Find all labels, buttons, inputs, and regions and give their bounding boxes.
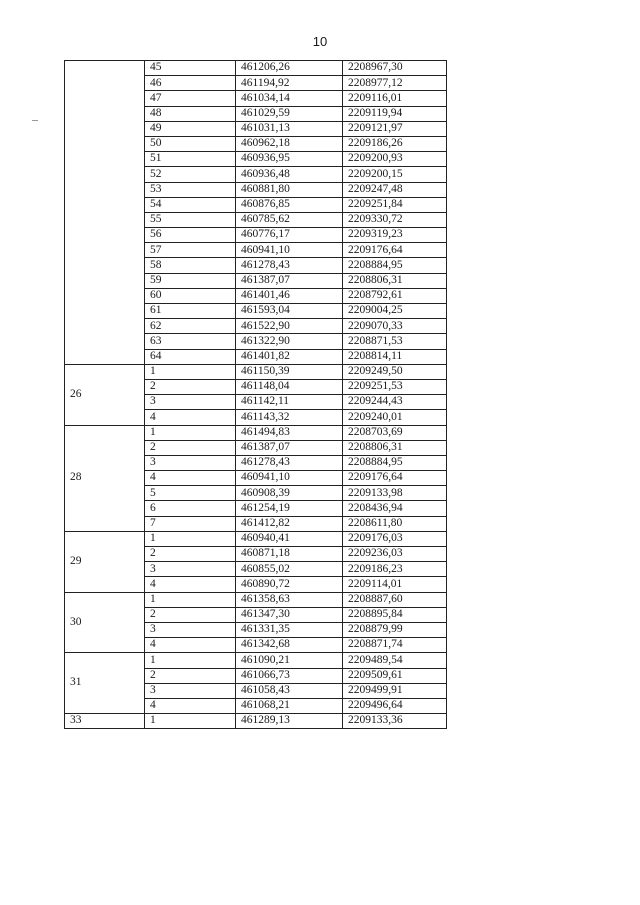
point-number-cell: 47 (145, 91, 236, 106)
x-coordinate-cell: 461347,30 (236, 607, 343, 622)
y-coordinate-cell: 2209244,43 (343, 395, 447, 410)
x-coordinate-cell: 461401,46 (236, 288, 343, 303)
x-coordinate-cell: 461029,59 (236, 106, 343, 121)
coordinates-table (64, 60, 447, 729)
y-coordinate-cell: 2208977,12 (343, 76, 447, 91)
y-coordinate-cell: 2208884,95 (343, 455, 447, 470)
point-number-cell: 4 (145, 410, 236, 425)
point-number-cell: 52 (145, 167, 236, 182)
y-coordinate-cell: 2209236,03 (343, 547, 447, 562)
point-number-cell: 48 (145, 106, 236, 121)
x-coordinate-cell: 461401,82 (236, 349, 343, 364)
point-number-cell: 56 (145, 228, 236, 243)
y-coordinate-cell: 2209200,93 (343, 152, 447, 167)
x-coordinate-cell: 461342,68 (236, 638, 343, 653)
x-coordinate-cell: 461148,04 (236, 379, 343, 394)
y-coordinate-cell: 2209489,54 (343, 653, 447, 668)
y-coordinate-cell: 2209509,61 (343, 668, 447, 683)
plot-number-cell: 30 (65, 592, 145, 653)
x-coordinate-cell: 461412,82 (236, 516, 343, 531)
x-coordinate-cell: 461278,43 (236, 258, 343, 273)
point-number-cell: 1 (145, 653, 236, 668)
point-number-cell: 55 (145, 212, 236, 227)
point-number-cell: 54 (145, 197, 236, 212)
point-number-cell: 1 (145, 531, 236, 546)
y-coordinate-cell: 2209319,23 (343, 228, 447, 243)
y-coordinate-cell: 2209133,98 (343, 486, 447, 501)
y-coordinate-cell: 2209247,48 (343, 182, 447, 197)
point-number-cell: 49 (145, 121, 236, 136)
x-coordinate-cell: 460936,95 (236, 152, 343, 167)
point-number-cell: 6 (145, 501, 236, 516)
y-coordinate-cell: 2208967,30 (343, 61, 447, 76)
x-coordinate-cell: 460785,62 (236, 212, 343, 227)
y-coordinate-cell: 2209133,36 (343, 714, 447, 729)
x-coordinate-cell: 461031,13 (236, 121, 343, 136)
point-number-cell: 50 (145, 136, 236, 151)
y-coordinate-cell: 2209330,72 (343, 212, 447, 227)
y-coordinate-cell: 2209200,15 (343, 167, 447, 182)
point-number-cell: 1 (145, 714, 236, 729)
y-coordinate-cell: 2209116,01 (343, 91, 447, 106)
point-number-cell: 3 (145, 395, 236, 410)
x-coordinate-cell: 461593,04 (236, 304, 343, 319)
x-coordinate-cell: 461254,19 (236, 501, 343, 516)
point-number-cell: 4 (145, 698, 236, 713)
point-number-cell: 1 (145, 425, 236, 440)
point-number-cell: 2 (145, 668, 236, 683)
point-number-cell: 63 (145, 334, 236, 349)
x-coordinate-cell: 461150,39 (236, 364, 343, 379)
point-number-cell: 4 (145, 638, 236, 653)
page-number: 10 (312, 34, 328, 49)
x-coordinate-cell: 460890,72 (236, 577, 343, 592)
point-number-cell: 62 (145, 319, 236, 334)
x-coordinate-cell: 461034,14 (236, 91, 343, 106)
point-number-cell: 59 (145, 273, 236, 288)
x-coordinate-cell: 461387,07 (236, 440, 343, 455)
point-number-cell: 1 (145, 364, 236, 379)
x-coordinate-cell: 460962,18 (236, 136, 343, 151)
plot-number-cell: 29 (65, 531, 145, 592)
x-coordinate-cell: 460940,41 (236, 531, 343, 546)
y-coordinate-cell: 2208879,99 (343, 622, 447, 637)
point-number-cell: 7 (145, 516, 236, 531)
table-row (65, 592, 447, 607)
y-coordinate-cell: 2208436,94 (343, 501, 447, 516)
y-coordinate-cell: 2209119,94 (343, 106, 447, 121)
y-coordinate-cell: 2209496,64 (343, 698, 447, 713)
y-coordinate-cell: 2209499,91 (343, 683, 447, 698)
y-coordinate-cell: 2209070,33 (343, 319, 447, 334)
x-coordinate-cell: 461142,11 (236, 395, 343, 410)
x-coordinate-cell: 461289,13 (236, 714, 343, 729)
y-coordinate-cell: 2208814,11 (343, 349, 447, 364)
y-coordinate-cell: 2208611,80 (343, 516, 447, 531)
x-coordinate-cell: 460876,85 (236, 197, 343, 212)
point-number-cell: 61 (145, 304, 236, 319)
plot-number-cell (65, 61, 145, 365)
point-number-cell: 2 (145, 379, 236, 394)
point-number-cell: 4 (145, 471, 236, 486)
y-coordinate-cell: 2208884,95 (343, 258, 447, 273)
point-number-cell: 5 (145, 486, 236, 501)
table-row (65, 364, 447, 379)
y-coordinate-cell: 2208895,84 (343, 607, 447, 622)
plot-number-cell: 28 (65, 425, 145, 531)
point-number-cell: 4 (145, 577, 236, 592)
y-coordinate-cell: 2209121,97 (343, 121, 447, 136)
x-coordinate-cell: 461068,21 (236, 698, 343, 713)
x-coordinate-cell: 460936,48 (236, 167, 343, 182)
x-coordinate-cell: 461322,90 (236, 334, 343, 349)
x-coordinate-cell: 460908,39 (236, 486, 343, 501)
y-coordinate-cell: 2208806,31 (343, 273, 447, 288)
y-coordinate-cell: 2208703,69 (343, 425, 447, 440)
y-coordinate-cell: 2208871,53 (343, 334, 447, 349)
x-coordinate-cell: 461387,07 (236, 273, 343, 288)
point-number-cell: 2 (145, 607, 236, 622)
y-coordinate-cell: 2209176,64 (343, 471, 447, 486)
y-coordinate-cell: 2209240,01 (343, 410, 447, 425)
y-coordinate-cell: 2209176,03 (343, 531, 447, 546)
x-coordinate-cell: 461358,63 (236, 592, 343, 607)
y-coordinate-cell: 2209186,23 (343, 562, 447, 577)
point-number-cell: 45 (145, 61, 236, 76)
x-coordinate-cell: 460941,10 (236, 471, 343, 486)
y-coordinate-cell: 2209004,25 (343, 304, 447, 319)
x-coordinate-cell: 461206,26 (236, 61, 343, 76)
y-coordinate-cell: 2209251,53 (343, 379, 447, 394)
y-coordinate-cell: 2208871,74 (343, 638, 447, 653)
x-coordinate-cell: 461090,21 (236, 653, 343, 668)
plot-number-cell: 26 (65, 364, 145, 425)
table-row (65, 531, 447, 546)
x-coordinate-cell: 461494,83 (236, 425, 343, 440)
table-row (65, 425, 447, 440)
x-coordinate-cell: 461522,90 (236, 319, 343, 334)
y-coordinate-cell: 2208806,31 (343, 440, 447, 455)
point-number-cell: 2 (145, 547, 236, 562)
point-number-cell: 3 (145, 622, 236, 637)
y-coordinate-cell: 2209251,84 (343, 197, 447, 212)
point-number-cell: 46 (145, 76, 236, 91)
y-coordinate-cell: 2209114,01 (343, 577, 447, 592)
point-number-cell: 2 (145, 440, 236, 455)
y-coordinate-cell: 2209176,64 (343, 243, 447, 258)
x-coordinate-cell: 461143,32 (236, 410, 343, 425)
table-row (65, 653, 447, 668)
point-number-cell: 64 (145, 349, 236, 364)
y-coordinate-cell: 2209186,26 (343, 136, 447, 151)
plot-number-cell: 31 (65, 653, 145, 714)
x-coordinate-cell: 461066,73 (236, 668, 343, 683)
coordinates-table-body (65, 61, 447, 729)
x-coordinate-cell: 461278,43 (236, 455, 343, 470)
x-coordinate-cell: 460871,18 (236, 547, 343, 562)
x-coordinate-cell: 460941,10 (236, 243, 343, 258)
y-coordinate-cell: 2208887,60 (343, 592, 447, 607)
point-number-cell: 3 (145, 562, 236, 577)
point-number-cell: 3 (145, 455, 236, 470)
point-number-cell: 57 (145, 243, 236, 258)
table-row (65, 714, 447, 729)
table-row (65, 61, 447, 76)
point-number-cell: 60 (145, 288, 236, 303)
scan-mark (32, 120, 38, 121)
x-coordinate-cell: 461194,92 (236, 76, 343, 91)
x-coordinate-cell: 461058,43 (236, 683, 343, 698)
point-number-cell: 1 (145, 592, 236, 607)
x-coordinate-cell: 460855,02 (236, 562, 343, 577)
plot-number-cell: 33 (65, 714, 145, 729)
x-coordinate-cell: 461331,35 (236, 622, 343, 637)
point-number-cell: 3 (145, 683, 236, 698)
y-coordinate-cell: 2208792,61 (343, 288, 447, 303)
point-number-cell: 53 (145, 182, 236, 197)
point-number-cell: 58 (145, 258, 236, 273)
point-number-cell: 51 (145, 152, 236, 167)
x-coordinate-cell: 460881,80 (236, 182, 343, 197)
y-coordinate-cell: 2209249,50 (343, 364, 447, 379)
x-coordinate-cell: 460776,17 (236, 228, 343, 243)
